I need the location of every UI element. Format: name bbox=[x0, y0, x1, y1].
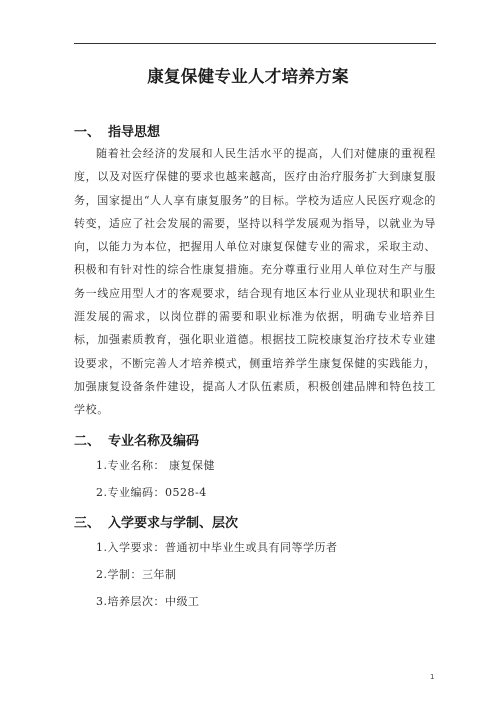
list-item-training-level: 3.培养层次：中级工 bbox=[96, 595, 200, 608]
section-number: 一、 bbox=[74, 125, 101, 140]
section-heading-major-name-code bbox=[74, 430, 199, 449]
document-title: 康复保健专业人才培养方案 bbox=[147, 67, 349, 86]
section-heading-admission bbox=[74, 512, 238, 531]
header-rule bbox=[74, 43, 436, 44]
section-number: 二、 bbox=[74, 434, 101, 449]
page-number: 1 bbox=[430, 673, 435, 681]
section-heading-guiding-ideology bbox=[74, 121, 160, 140]
section-title: 入学要求与学制、层次 bbox=[108, 516, 239, 531]
section-number: 三、 bbox=[74, 516, 101, 531]
list-item-major-name: 1.专业名称： 康复保健 bbox=[96, 459, 215, 472]
section-title: 专业名称及编码 bbox=[108, 434, 200, 449]
list-item-admission-requirement: 1.入学要求：普通初中毕业生或具有同等学历者 bbox=[96, 541, 338, 554]
section-title: 指导思想 bbox=[108, 125, 161, 140]
list-item-duration: 2.学制：三年制 bbox=[96, 568, 177, 581]
guiding-ideology-paragraph: 随着社会经济的发展和人民生活水平的提高，人们对健康的重视程度，以及对医疗保健的要求也越来越高，医疗由治疗服务扩大到康复服务，国家提出“人人享有康复服务”的目标。学校为适应人民医疗观念的转变，适应了社会发展的需要，坚持以科学发展观为指导，以就业为导向，以能力为本位，把握用人单位对康复保健专业的需求，采取主动、积极和有针对性的综合性康复措施。充分尊重行业用人单位对生产与服务一线应用型人才的客观要求，结合现有地区本行业从业现状和职业生涯发展的需求，以岗位群的需要和职业标准为依据，明确专业培养目标，加强素质教育，强化职业道德。根据技工院校康复治疗技术专业建设要求，不断完善人才培养模式，侧重培养学生康复保健的实践能力，加强康复设备条件建设，提高人才队伍素质，积极创建品牌和特色技工学校。 bbox=[74, 147, 436, 417]
list-item-major-code: 2.专业编码：0528-4 bbox=[96, 486, 207, 499]
